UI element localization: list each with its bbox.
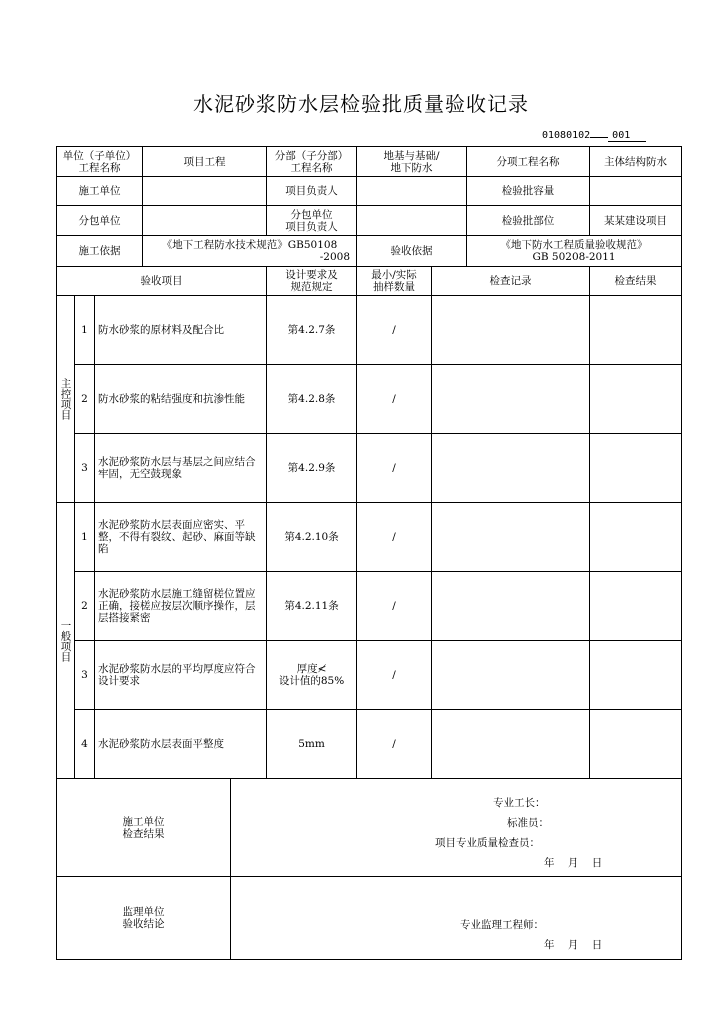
row-record[interactable] <box>432 365 590 434</box>
row-desc: 水泥砂浆防水层的平均厚度应符合设计要求 <box>95 641 267 710</box>
row-desc: 防水砂浆的原材料及配合比 <box>95 296 267 365</box>
construction-date: 年 月 日 <box>544 857 603 869</box>
table-row <box>57 641 682 710</box>
subcontract-label: 分包单位 <box>57 206 143 236</box>
batch-capacity-label: 检验批容量 <box>467 177 590 206</box>
supervision-signature-area[interactable] <box>231 877 682 960</box>
row-sample: / <box>357 365 432 434</box>
table-row <box>57 365 682 434</box>
col-result: 检查结果 <box>590 267 682 296</box>
foreman-label: 专业工长： <box>493 797 546 809</box>
row-result[interactable] <box>590 572 682 641</box>
row-no: 2 <box>75 365 95 434</box>
subcontract-value[interactable] <box>143 206 267 236</box>
row-record[interactable] <box>432 503 590 572</box>
batch-capacity-value[interactable] <box>590 177 682 206</box>
row-result[interactable] <box>590 365 682 434</box>
row-sample: / <box>357 641 432 710</box>
general-items-group-label: 一般项目 <box>57 503 75 779</box>
project-manager-label: 项目负责人 <box>267 177 357 206</box>
table-row <box>57 296 682 365</box>
table-row <box>57 710 682 779</box>
row-spec: 厚度≮ 设计值的85% <box>267 641 357 710</box>
row-result[interactable] <box>590 434 682 503</box>
row-record[interactable] <box>432 710 590 779</box>
row-sample: / <box>357 572 432 641</box>
header-row-subcontract <box>57 206 682 236</box>
col-sample: 最小/实际 抽样数量 <box>357 267 432 296</box>
form-code-prefix: 01080102 <box>542 130 591 141</box>
row-spec: 第4.2.11条 <box>267 572 357 641</box>
basis-value: 《地下工程防水技术规范》GB50108 -2008 <box>143 236 357 267</box>
row-result[interactable] <box>590 710 682 779</box>
supervision-date: 年 月 日 <box>544 939 603 951</box>
row-sample: / <box>357 296 432 365</box>
col-design: 设计要求及 规范规定 <box>267 267 357 296</box>
table-row <box>57 434 682 503</box>
row-spec: 第4.2.8条 <box>267 365 357 434</box>
construction-check-label: 施工单位 检查结果 <box>57 779 231 877</box>
sub-manager-label: 分包单位 项目负责人 <box>267 206 357 236</box>
row-no: 1 <box>75 503 95 572</box>
row-desc: 防水砂浆的粘结强度和抗渗性能 <box>95 365 267 434</box>
supervision-label: 监理单位 验收结论 <box>57 877 231 960</box>
acceptance-basis-value: 《地下防水工程质量验收规范》 GB 50208-2011 <box>467 236 682 267</box>
supervision-engineer-label: 专业监理工程师： <box>460 919 545 931</box>
table-row <box>57 503 682 572</box>
row-desc: 水泥砂浆防水层表面平整度 <box>95 710 267 779</box>
row-desc: 水泥砂浆防水层施工缝留槎位置应正确，接槎应按层次顺序操作，层层搭接紧密 <box>95 572 267 641</box>
subitem-value: 主体结构防水 <box>590 147 682 177</box>
construction-unit-label: 施工单位 <box>57 177 143 206</box>
acceptance-form-table <box>56 146 682 960</box>
page-title: 水泥砂浆防水层检验批质量验收记录 <box>193 92 529 116</box>
row-record[interactable] <box>432 296 590 365</box>
batch-location-label: 检验批部位 <box>467 206 590 236</box>
project-label: 项目工程 <box>143 147 267 177</box>
col-record: 检查记录 <box>432 267 590 296</box>
row-spec: 5mm <box>267 710 357 779</box>
construction-check-signature-area[interactable] <box>231 779 682 877</box>
row-result[interactable] <box>590 503 682 572</box>
row-no: 4 <box>75 710 95 779</box>
row-no: 3 <box>75 434 95 503</box>
construction-check-row <box>57 779 682 877</box>
unit-name-label: 单位（子单位） 工程名称 <box>57 147 143 177</box>
inspector-label: 项目专业质量检查员： <box>435 837 541 849</box>
row-no: 3 <box>75 641 95 710</box>
main-items-group-label: 主控项目 <box>57 296 75 503</box>
subitem-label: 分项工程名称 <box>467 147 590 177</box>
col-item: 验收项目 <box>57 267 267 296</box>
basis-label: 施工依据 <box>57 236 143 267</box>
row-record[interactable] <box>432 572 590 641</box>
division-label: 分部（子分部） 工程名称 <box>267 147 357 177</box>
batch-location-value: 某某建设项目 <box>590 206 682 236</box>
row-record[interactable] <box>432 641 590 710</box>
form-code-number: 001 <box>608 130 646 142</box>
row-desc: 水泥砂浆防水层与基层之间应结合牢固，无空鼓现象 <box>95 434 267 503</box>
header-row-unit <box>57 147 682 177</box>
header-row-construction <box>57 177 682 206</box>
row-no: 2 <box>75 572 95 641</box>
row-record[interactable] <box>432 434 590 503</box>
project-manager-value[interactable] <box>357 177 467 206</box>
construction-unit-value[interactable] <box>143 177 267 206</box>
row-sample: / <box>357 503 432 572</box>
row-spec: 第4.2.10条 <box>267 503 357 572</box>
header-row-basis <box>57 236 682 267</box>
column-header-row <box>57 267 682 296</box>
row-desc: 水泥砂浆防水层表面应密实、平整，不得有裂纹、起砂、麻面等缺陷 <box>95 503 267 572</box>
acceptance-basis-label: 验收依据 <box>357 236 467 267</box>
row-result[interactable] <box>590 296 682 365</box>
row-result[interactable] <box>590 641 682 710</box>
row-sample: / <box>357 434 432 503</box>
row-spec: 第4.2.7条 <box>267 296 357 365</box>
division-value: 地基与基础/ 地下防水 <box>357 147 467 177</box>
form-code <box>542 128 646 142</box>
standard-label: 标准员： <box>507 817 550 829</box>
supervision-row <box>57 877 682 960</box>
sub-manager-value[interactable] <box>357 206 467 236</box>
row-sample: / <box>357 710 432 779</box>
row-no: 1 <box>75 296 95 365</box>
table-row <box>57 572 682 641</box>
row-spec: 第4.2.9条 <box>267 434 357 503</box>
